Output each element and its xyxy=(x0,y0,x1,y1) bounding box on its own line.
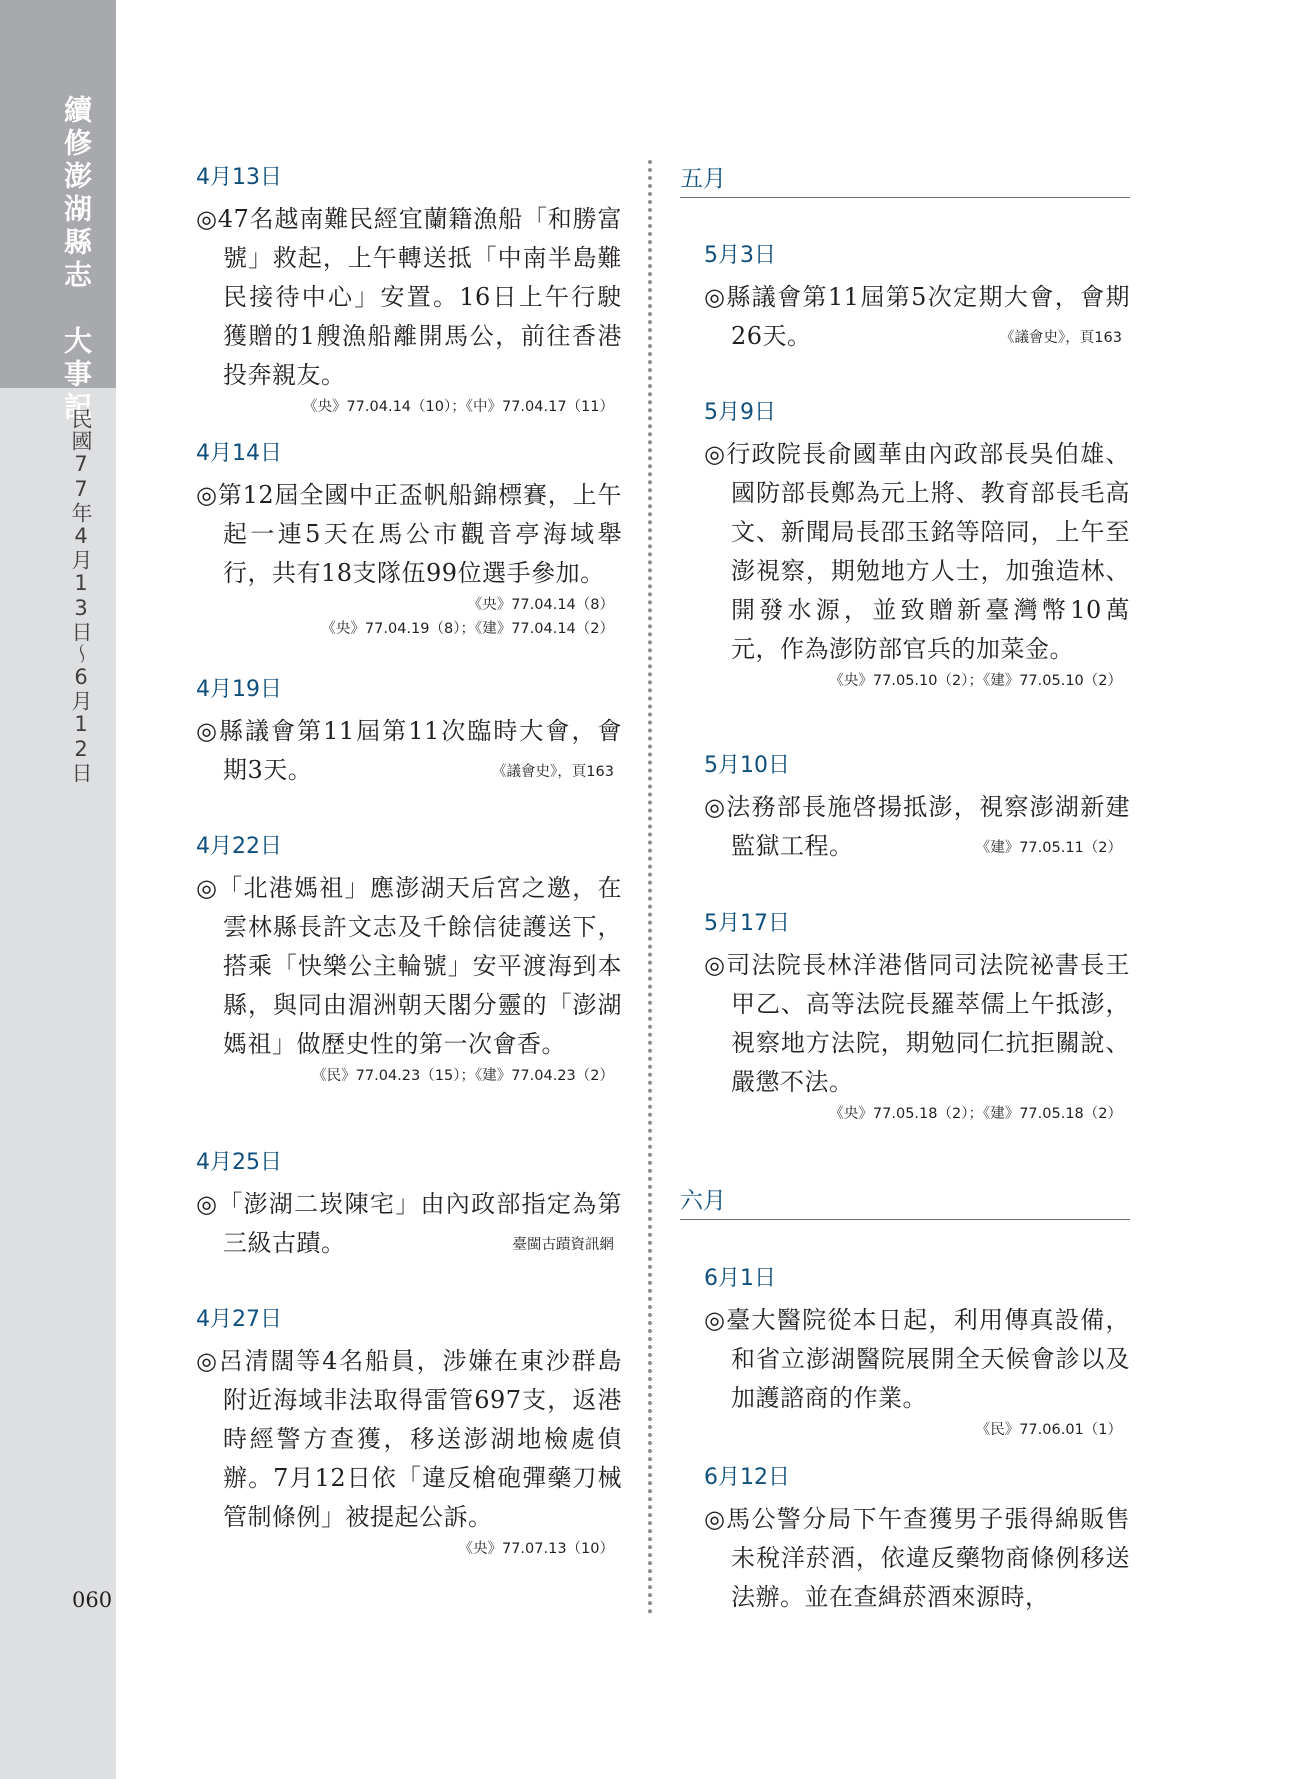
entry-text: ◎縣議會第11屆第11次臨時大會，會期3天。 xyxy=(196,717,622,785)
entry-0425 xyxy=(196,1151,622,1257)
entry-text: ◎法務部長施啓揚抵澎，視察澎湖新建監獄工程。 xyxy=(704,793,1130,861)
entry-0509 xyxy=(704,401,1130,693)
month-heading-june xyxy=(680,1190,1130,1220)
entry-source: 《議會史》，頁163 xyxy=(1000,330,1122,347)
month-label: 五月 xyxy=(680,166,726,192)
entry-date: 6月1日 xyxy=(704,1266,776,1291)
entry-source: 《民》77.04.23（15）；《建》77.04.23（2） xyxy=(312,1068,614,1085)
entry-text: ◎司法院長林洋港偕同司法院祕書長王甲乙、高等法院長羅萃儒上午抵澎，視察地方法院，期勉同仁抗拒關說、嚴懲不法。 xyxy=(704,951,1130,1097)
entry-source: 《央》77.05.18（2）；《建》77.05.18（2） xyxy=(829,1106,1122,1123)
side-bar xyxy=(0,0,116,1779)
entry-text: ◎馬公警分局下午查獲男子張得綿販售未稅洋菸酒，依違反藥物商條例移送法辦。並在查緝菸酒來源時， xyxy=(704,1505,1130,1612)
entry-0422 xyxy=(196,835,622,1088)
entry-date: 4月22日 xyxy=(196,834,282,859)
entry-0510 xyxy=(704,754,1130,860)
entry-date: 5月10日 xyxy=(704,753,790,778)
column-divider xyxy=(648,160,652,1615)
entry-0427 xyxy=(196,1308,622,1561)
entry-text: ◎「北港媽祖」應澎湖天后宮之邀，在雲林縣長許文志及千餘信徒護送下，搭乘「快樂公主輪號」安平渡海到本縣，與同由湄洲朝天閣分靈的「澎湖媽祖」做歷史性的第一次會香。 xyxy=(196,874,622,1059)
entry-date: 5月9日 xyxy=(704,400,776,425)
month-label: 六月 xyxy=(680,1188,726,1214)
entry-date: 4月25日 xyxy=(196,1150,282,1175)
entry-source: 《建》77.05.11（2） xyxy=(975,840,1122,857)
entry-0413 xyxy=(196,166,622,419)
entry-date: 5月17日 xyxy=(704,911,790,936)
entry-0414 xyxy=(196,442,622,641)
entry-date: 6月12日 xyxy=(704,1465,790,1490)
entry-source: 《央》77.05.10（2）；《建》77.05.10（2） xyxy=(829,673,1122,690)
entry-text: ◎縣議會第11屆第5次定期大會，會期26天。 xyxy=(704,283,1130,351)
entry-text: ◎47名越南難民經宜蘭籍漁船「和勝富號」救起，上午轉送抵「中南半島難民接待中心」安置。16日上午行駛獲贈的1艘漁船離開馬公，前往香港投奔親友。 xyxy=(196,205,622,390)
page-number: 060 xyxy=(72,1588,113,1612)
entry-source: 《央》77.04.19（8）；《建》77.04.14（2） xyxy=(321,621,614,638)
entry-date: 5月3日 xyxy=(704,243,776,268)
entry-0601 xyxy=(704,1267,1130,1442)
entry-text: ◎臺大醫院從本日起，利用傳真設備，和省立澎湖醫院展開全天候會診以及加護諮商的作業。 xyxy=(704,1306,1130,1413)
entry-source: 《議會史》，頁163 xyxy=(492,764,614,781)
entry-0419 xyxy=(196,678,622,784)
book-title: 續修澎湖縣志 大事記 xyxy=(60,95,93,425)
entry-source: 《央》77.04.14（8） xyxy=(467,597,614,614)
entry-text: ◎行政院長俞國華由內政部長吳伯雄、國防部長鄭為元上將、教育部長毛高文、新聞局長邵玉銘等陪同，上午至澎視察，期勉地方人士，加強造林、開發水源，並致贈新臺灣幣10萬元，作為澎防部官兵的加菜金。 xyxy=(704,440,1130,664)
month-heading-may xyxy=(680,168,1130,198)
entry-0612 xyxy=(704,1466,1130,1617)
entry-date: 4月19日 xyxy=(196,677,282,702)
entry-0517 xyxy=(704,912,1130,1126)
date-range: 民國77年4月13日～6月12日 xyxy=(69,408,93,784)
side-title-box xyxy=(0,0,116,425)
entry-source: 《民》77.06.01（1） xyxy=(975,1422,1122,1439)
entry-source: 《央》77.07.13（10） xyxy=(458,1541,614,1558)
entry-text: ◎「澎湖二崁陳宅」由內政部指定為第三級古蹟。 xyxy=(196,1190,622,1258)
entry-date: 4月14日 xyxy=(196,441,282,466)
entry-0503 xyxy=(704,244,1130,350)
entry-source: 臺閩古蹟資訊網 xyxy=(512,1237,614,1254)
entry-text: ◎呂清闊等4名船員，涉嫌在東沙群島附近海域非法取得雷管697支，返港時經警方查獲，移送澎湖地檢處偵辦。7月12日依「違反槍砲彈藥刀械管制條例」被提起公訴。 xyxy=(196,1347,622,1532)
entry-date: 4月13日 xyxy=(196,165,282,190)
entry-source: 《央》77.04.14（10）；《中》77.04.17（11） xyxy=(302,399,614,416)
entry-date: 4月27日 xyxy=(196,1307,282,1332)
entry-text: ◎第12屆全國中正盃帆船錦標賽，上午起一連5天在馬公市觀音亭海域舉行，共有18支隊伍99位選手參加。 xyxy=(196,481,622,588)
